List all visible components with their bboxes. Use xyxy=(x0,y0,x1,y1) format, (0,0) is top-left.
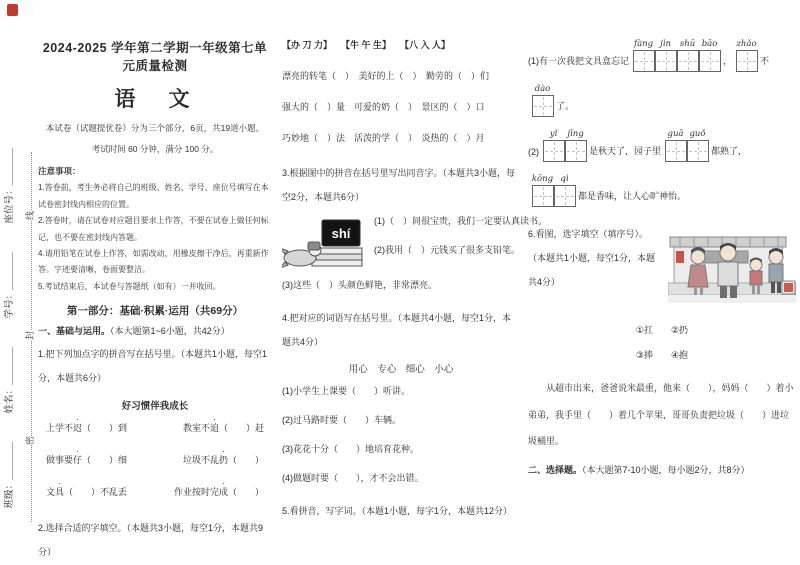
pinyin-writing-box xyxy=(531,173,554,207)
notice-item: 5.考试结束后，本试卷与答题纸（如有）一并收回。 xyxy=(38,281,221,291)
q4-item: (1)小学生上课要（ ）听讲。 xyxy=(282,386,411,397)
q2-char-banks: 【办 刀 力】 【牛 午 生】 【八 入 人】 xyxy=(282,40,451,50)
seal-char-bottom: 密 xyxy=(20,436,39,445)
corner-red-mark xyxy=(7,4,18,16)
question-2 xyxy=(38,517,272,565)
writing-box xyxy=(699,50,721,72)
writing-box xyxy=(687,140,709,162)
q1-phrase: 文具（ ）不乱丢 xyxy=(46,486,128,497)
q3-stem: 3.根据图中的拼音在括号里写出同音字。（本题共3小题，每空2分，本题共6分） xyxy=(282,168,516,202)
question-6 xyxy=(528,223,796,455)
section2-title: 二、选择题。 xyxy=(528,464,583,475)
q1-stem: 1.把下列加点字的拼音写在括号里。（本题共1小题，每空1分，本题共6分） xyxy=(38,349,268,383)
q1-phrase: 垃圾不乱扔（ ） xyxy=(182,454,264,465)
notice-item: 2.答卷时，请在试卷对应题目要求上作答，不要在试卷上做任何标记，也不要在密封线内答题。 xyxy=(38,216,269,242)
q2-line: 漂亮的转笔（ ） 美好的上（ ） 勤劳的（ ）们 xyxy=(282,71,490,81)
pinyin-writing-box xyxy=(654,38,677,72)
q6-stem: 6.看图，选字填空（填序号）。（本题共1小题，每空1分，本题共4分） xyxy=(528,229,656,287)
pinyin-label: yǐ xyxy=(549,129,558,139)
paper-description: 本试卷（试题提优卷）分为三个部分，6页，共19道小题。 xyxy=(45,123,265,133)
student-info-fields: 班级：＿＿＿＿ 姓名：＿＿＿＿ 学号：＿＿＿＿ 座位号：＿＿＿＿ xyxy=(4,147,15,509)
writing-box xyxy=(736,50,758,72)
writing-box xyxy=(543,140,565,162)
q6-option-row: ①扛 ②扔 xyxy=(635,325,689,335)
q4-item: (2)过马路时要（ ）车辆。 xyxy=(282,415,402,426)
writing-box-group xyxy=(632,38,720,72)
section1-note: （本大题第1~6小题，共42分） xyxy=(110,326,230,337)
pinyin-label: guǒ xyxy=(689,129,706,139)
notice-item: 4.请用铅笔在试卷上作答，如需改动，用橡皮擦干净后，再重新作答。字迹要清晰，卷面要整洁。 xyxy=(38,248,269,275)
q4-item: (4)做题时要（ ），才不会出错。 xyxy=(282,473,424,484)
pinyin-writing-box xyxy=(698,38,721,72)
q5-item1-line2: dào 了。 xyxy=(528,83,796,117)
q1-phrase: 做事要仔（ ）细 xyxy=(46,454,128,465)
pinyin-label: qì xyxy=(560,174,569,184)
writing-box-group xyxy=(735,38,757,72)
writing-box xyxy=(554,185,576,207)
q4-word-bank: 用心 专心 细心 小心 xyxy=(348,364,454,376)
q2-line: 强大的（ ）量 可爱的奶（ ） 景区的（ ）口 xyxy=(282,102,485,112)
notice-item: 1.答卷前，考生务必将自己的班级、姓名、学号、座位号填写在本试卷密封线内相应的位置。 xyxy=(38,183,269,209)
q1-row xyxy=(38,485,272,498)
pinyin-label: fàng xyxy=(633,39,654,49)
q6-options xyxy=(528,323,796,361)
part1-heading: 第一部分：基础·积累·运用（共69分） xyxy=(66,305,244,318)
pinyin-writing-box xyxy=(676,38,699,72)
writing-box-group xyxy=(542,128,586,162)
writing-box xyxy=(565,140,587,162)
q1-phrase: 上学不迟（ ）到 xyxy=(46,422,128,433)
q5-item2-line2: kōng qì 都是香味，让人心旷神怡。 xyxy=(528,173,796,207)
section2-heading xyxy=(528,463,796,476)
pinyin-writing-box xyxy=(553,173,576,207)
question-4 xyxy=(282,307,520,485)
writing-box xyxy=(677,50,699,72)
writing-box xyxy=(633,50,655,72)
q5-stem: 5.看拼音，写字词。（本题1小题，每字1分，本题共12分） xyxy=(282,506,513,517)
q6-passage: 从超市出来，爸爸说米最重，他来（ ），妈妈（ ）着小弟弟，我手里（ ）着几个苹果，哥哥负责把垃圾（ ）进垃圾桶里。 xyxy=(528,383,794,447)
q5-item2-line1: (2) yǐ jīng 是秋天了，园子里 guā guǒ 都熟了， xyxy=(528,128,796,162)
section1-title: 一、基础与运用。 xyxy=(38,326,111,337)
pinyin-label: jìn xyxy=(660,39,671,49)
column-left xyxy=(38,38,272,565)
pinyin-label: shū xyxy=(679,39,696,49)
q6-option-row: ③捧 ④抱 xyxy=(635,350,689,360)
q4-stem: 4.把对应的词语写在括号里。（本题共4小题，每空1分，本题共4分） xyxy=(282,312,512,347)
q2-stem: 2.选择合适的字填空。（本题共3小题，每空1分，本题共9分） xyxy=(38,522,264,557)
q2-line: 巧妙地（ ）法 活泼的学（ ） 炎热的（ ）月 xyxy=(282,133,485,143)
q3-item: (1)（ ）间很宝贵，我们一定要认真读书。 xyxy=(374,215,548,226)
pinyin-writing-box xyxy=(542,128,565,162)
q1-phrase: 作业按时完成（ ） xyxy=(173,486,264,497)
pinyin-writing-box xyxy=(686,128,709,162)
monitor-screen-label: shí xyxy=(331,225,351,241)
writing-box xyxy=(532,185,554,207)
writing-box xyxy=(532,95,554,117)
pinyin-writing-box xyxy=(735,38,758,72)
question-5-items xyxy=(528,38,796,207)
notice-title: 注意事项： xyxy=(38,166,81,176)
pinyin-writing-box xyxy=(632,38,655,72)
section2-note: （本大题第7-10小题，每小题2分，共8分） xyxy=(582,464,750,475)
pinyin-writing-box xyxy=(664,128,687,162)
pinyin-label: guā xyxy=(667,129,684,139)
subject-title: 语 文 xyxy=(114,88,196,111)
q1-phrase: 教室不追（ ）赶 xyxy=(182,422,264,433)
pinyin-writing-box xyxy=(531,83,554,117)
exam-duration: 考试时间 60 分钟，满分 100 分。 xyxy=(91,144,219,154)
q1-row xyxy=(38,453,272,466)
pinyin-label: kōng xyxy=(531,174,554,184)
q1-row xyxy=(38,421,272,434)
writing-box xyxy=(655,50,677,72)
writing-box xyxy=(665,140,687,162)
question-1 xyxy=(38,343,272,498)
q1-subtitle: 好习惯伴我成长 xyxy=(121,400,189,412)
writing-box-group xyxy=(664,128,708,162)
seal-char-top: 线 xyxy=(20,211,39,220)
writing-box-group xyxy=(531,83,553,117)
q4-item: (3)花花十分（ ）地培育花种。 xyxy=(282,444,420,455)
q5-item1-line1: (1)有一次我把文具盒忘记 fàng jìn shū bāo ， zhǎo 不 xyxy=(528,38,796,72)
q3-item: (3)这些（ ）头颜色鲜艳，非常漂亮。 xyxy=(282,279,438,290)
exam-title: 2024-2025 学年第二学期一年级第七单元质量检测 xyxy=(42,41,268,73)
pinyin-label: bāo xyxy=(701,39,718,49)
pinyin-shi-illustration xyxy=(282,216,366,276)
family-illustration xyxy=(668,225,796,319)
section1-heading xyxy=(38,324,272,337)
pinyin-label: jīng xyxy=(567,129,584,139)
q3-item: (2)我用（ ）元钱买了很多支铅笔。 xyxy=(374,244,521,255)
pinyin-label: zhǎo xyxy=(736,39,757,49)
notice-box xyxy=(38,163,272,295)
pinyin-label: dào xyxy=(534,84,551,94)
seal-char-middle: 封 xyxy=(20,331,39,340)
column-right xyxy=(528,38,796,482)
writing-box-group xyxy=(531,173,575,207)
pinyin-writing-box xyxy=(564,128,587,162)
